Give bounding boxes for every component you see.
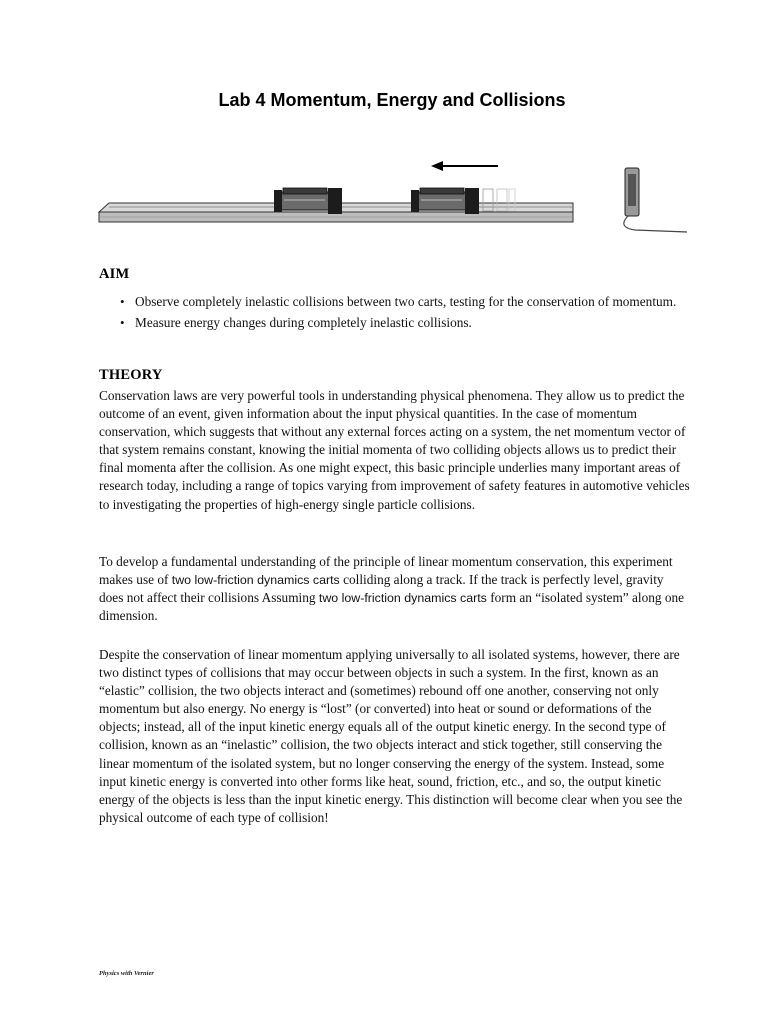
theory-paragraph-1: Conservation laws are very powerful tools in understanding physical phenomena. They allow us to predict the outcome of an event, given information about the input physical quantities. In the case of momentum conservation, which suggests that without any external forces acting on a system, the net momentum vector of that system remains constant, knowing the initial momenta of two colliding objects allows us to predict their final momenta after the collision. As one might expect, this basic principle underlies many important areas of research today, including a range of topics varying from improvement of safety features in automotive vehicles to investigating the properties of high-energy single particle collisions. [99, 388, 690, 512]
aim-heading: AIM [99, 266, 130, 282]
theory-heading: THEORY [99, 367, 163, 383]
motion-detector-icon [624, 168, 687, 232]
page-title: Lab 4 Momentum, Energy and Collisions [218, 90, 566, 110]
paragraph-text: colliding along a track. If the track is perfectly level, gravity does not affect their collisions Assuming [99, 572, 664, 606]
footer-text: Physics with Vernier [99, 970, 154, 977]
motion-arrow-icon [431, 161, 498, 171]
theory-paragraph-2 [99, 553, 691, 625]
paragraph-text: To develop a fundamental understanding of the principle of linear momentum conservation, this experiment makes use of [99, 554, 673, 588]
theory-paragraph-3: Despite the conservation of linear momentum applying universally to all isolated systems, however, there are two distinct types of collisions that may occur between objects in such a system. In the first, known as an “elastic” collision, the two objects interact and (sometimes) rebound off one another, conserving not only momentum but also energy. No energy is “lost” (or converted) into heat or sound or deformations of the objects; instead, all of the input kinetic energy equals all of the output kinetic energy. In the second type of collision, known as an “inelastic” collision, the two objects interact and stick together, still conserving the linear momentum of the isolated system, but no longer conserving the energy of the system. Instead, some input kinetic energy is converted into other forms like heat, sound, friction, etc., and so, the output kinetic energy of the objects is less than the input kinetic energy. This distinction will become clear when you see the physical outcome of each type of collision! [99, 647, 683, 825]
cart-link[interactable]: two low-friction dynamics carts [318, 591, 487, 606]
cart-left [274, 188, 342, 214]
apparatus-figure [95, 150, 695, 240]
paragraph-text: form an “isolated system” along one dimension. [99, 590, 685, 624]
cart-link[interactable]: two low-friction dynamics carts [171, 573, 340, 588]
aim-list [99, 294, 689, 336]
list-item: • Measure energy changes during completely inelastic collisions. [99, 315, 689, 331]
list-item: • Observe completely inelastic collisions between two carts, testing for the conservation of momentum. [99, 294, 689, 310]
